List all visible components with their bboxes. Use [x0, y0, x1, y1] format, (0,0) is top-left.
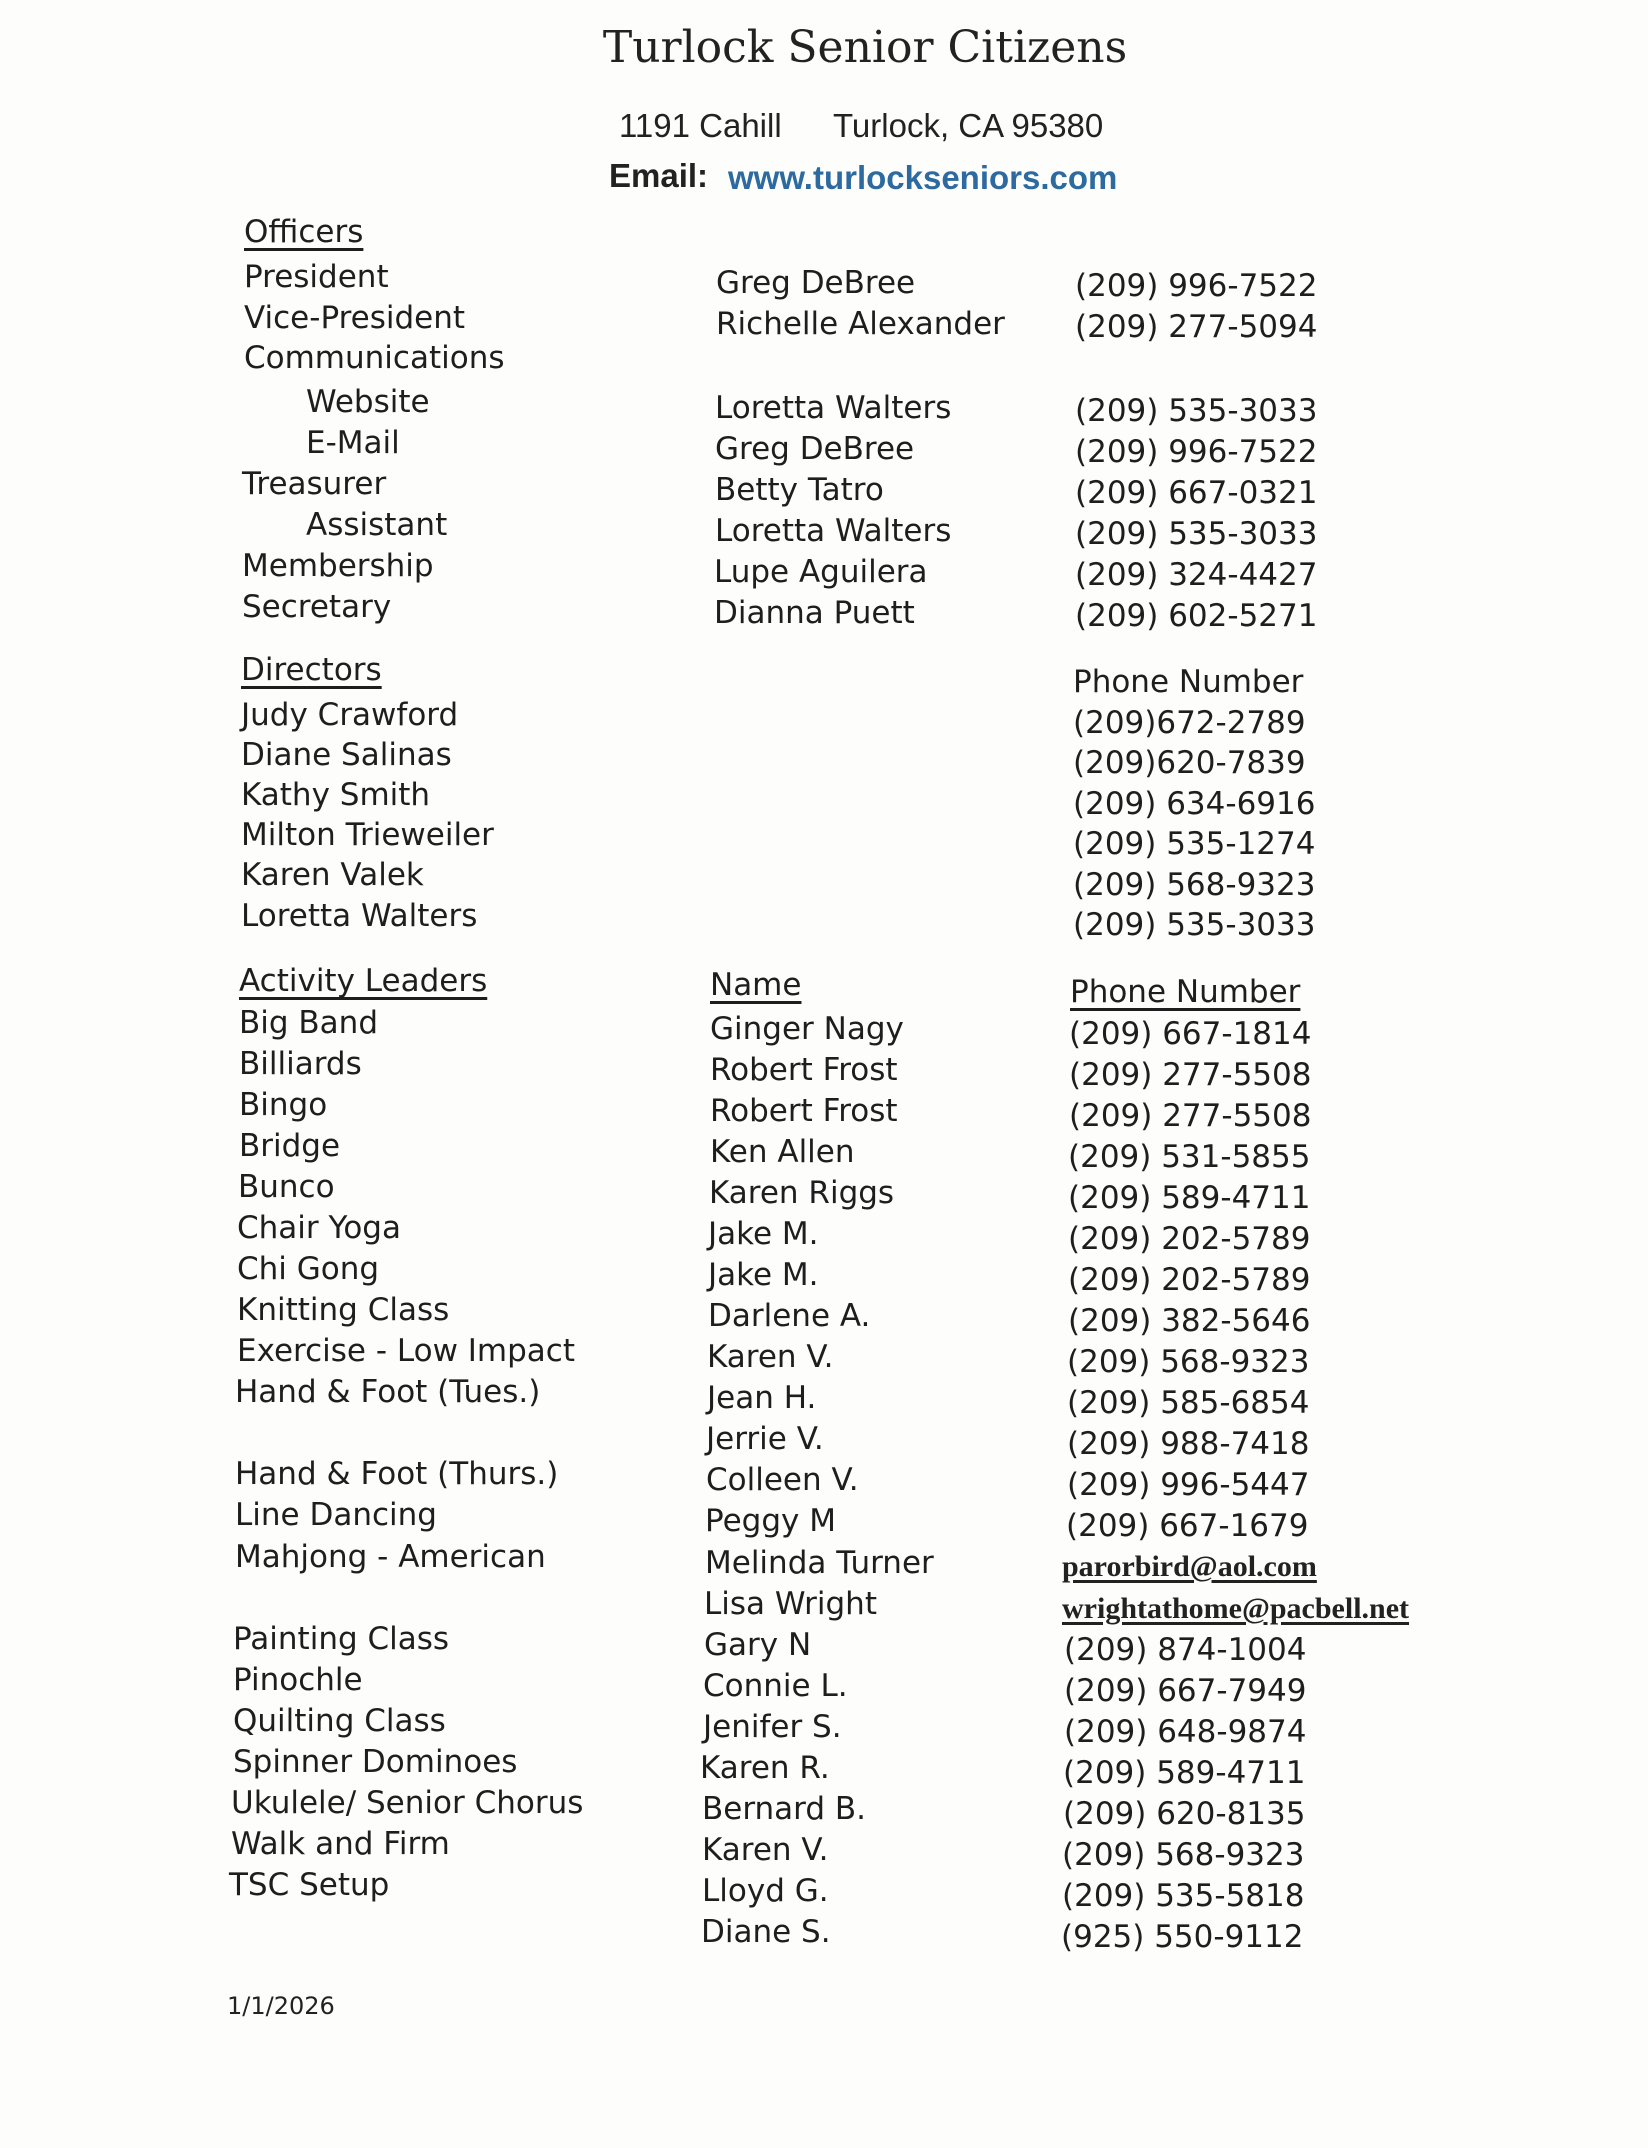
leader-name: Robert Frost	[710, 1093, 898, 1129]
leader-name: Karen R.	[700, 1750, 830, 1786]
director-name: Karen Valek	[241, 857, 424, 893]
activity-label: Spinner Dominoes	[233, 1744, 518, 1780]
leader-phone: (209) 382-5646	[1068, 1303, 1311, 1339]
directors-heading: Directors	[241, 652, 382, 688]
officer-role: Assistant	[306, 507, 448, 543]
leader-name: Robert Frost	[710, 1052, 898, 1088]
activity-label: Knitting Class	[237, 1292, 450, 1328]
leader-name: Connie L.	[703, 1668, 848, 1704]
leader-name: Karen V.	[702, 1832, 829, 1868]
activity-label: Ukulele/ Senior Chorus	[231, 1785, 584, 1821]
officer-phone: (209) 277-5094	[1075, 309, 1318, 345]
revision-date: 1/1/2026	[227, 1992, 335, 2020]
director-phone: (209) 535-1274	[1073, 826, 1316, 862]
leader-phone: (209) 648-9874	[1064, 1714, 1307, 1750]
leader-name: Jean H.	[707, 1380, 817, 1416]
director-phone: (209) 568-9323	[1073, 867, 1316, 903]
activity-label: Billiards	[239, 1046, 362, 1082]
officer-role: Membership	[242, 548, 434, 584]
leader-name: Bernard B.	[702, 1791, 867, 1827]
activity-label: Big Band	[239, 1005, 379, 1041]
officer-phone: (209) 996-7522	[1075, 268, 1318, 304]
officer-phone: (209) 535-3033	[1075, 393, 1318, 429]
leader-phone: (209) 568-9323	[1067, 1344, 1310, 1380]
leader-name: Colleen V.	[706, 1462, 859, 1498]
leader-name: Ginger Nagy	[710, 1011, 904, 1047]
officer-phone: (209) 996-7522	[1075, 434, 1318, 470]
activity-label: Hand & Foot (Thurs.)	[235, 1456, 559, 1492]
director-name: Judy Crawford	[241, 697, 459, 733]
leader-name: Peggy M	[705, 1503, 836, 1539]
director-phone: (209)620-7839	[1073, 745, 1306, 781]
officer-name: Lupe Aguilera	[714, 554, 928, 590]
leader-phone: (209) 202-5789	[1068, 1262, 1311, 1298]
leader-phone: (209) 535-5818	[1062, 1878, 1305, 1914]
officer-role: President	[244, 259, 389, 295]
officer-phone: (209) 667-0321	[1075, 475, 1318, 511]
officer-name: Greg DeBree	[716, 265, 916, 301]
officer-phone: (209) 602-5271	[1075, 598, 1318, 634]
website-link[interactable]: www.turlockseniors.com	[728, 159, 1118, 196]
officer-name: Betty Tatro	[715, 472, 884, 508]
officer-name: Loretta Walters	[715, 513, 952, 549]
leader-name: Diane S.	[701, 1914, 831, 1950]
officer-role: Secretary	[242, 589, 392, 625]
officer-name: Greg DeBree	[715, 431, 915, 467]
street-address: 1191 Cahill	[619, 107, 782, 144]
leader-name: Ken Allen	[710, 1134, 855, 1170]
leader-phone: (209) 667-1679	[1066, 1508, 1309, 1544]
leader-phone: (209) 277-5508	[1069, 1098, 1312, 1134]
leader-phone: (209) 589-4711	[1063, 1755, 1306, 1791]
leader-phone: (209) 620-8135	[1063, 1796, 1306, 1832]
activity-leaders-heading: Activity Leaders	[239, 963, 488, 999]
activity-label: Chi Gong	[237, 1251, 380, 1287]
officer-role: Communications	[244, 340, 505, 376]
director-phone: (209) 634-6916	[1073, 786, 1316, 822]
leader-name: Jake M.	[708, 1257, 819, 1293]
city-address: Turlock, CA 95380	[833, 107, 1104, 144]
leader-email[interactable]: wrightathome@pacbell.net	[1062, 1592, 1410, 1625]
activity-label: Quilting Class	[233, 1703, 446, 1739]
activity-label: Bridge	[239, 1128, 341, 1164]
leader-name: Jenifer S.	[703, 1709, 842, 1745]
director-phone: (209) 535-3033	[1073, 907, 1316, 943]
leader-name: Gary N	[704, 1627, 812, 1663]
leader-phone: (209) 568-9323	[1062, 1837, 1305, 1873]
activity-label: TSC Setup	[229, 1867, 390, 1903]
activity-label: Line Dancing	[235, 1497, 437, 1533]
leader-name: Jerrie V.	[706, 1421, 824, 1457]
officer-name: Loretta Walters	[715, 390, 952, 426]
leader-phone: (209) 589-4711	[1068, 1180, 1311, 1216]
director-name: Diane Salinas	[241, 737, 452, 773]
page-title: Turlock Senior Citizens	[602, 22, 1128, 73]
activity-label: Pinochle	[233, 1662, 363, 1698]
officer-phone: (209) 535-3033	[1075, 516, 1318, 552]
leader-name: Jake M.	[708, 1216, 819, 1252]
leader-phone: (209) 277-5508	[1069, 1057, 1312, 1093]
activity-label: Hand & Foot (Tues.)	[235, 1374, 541, 1410]
activity-label: Bingo	[239, 1087, 328, 1123]
email-label: Email:	[609, 157, 709, 194]
leader-phone: (209) 531-5855	[1068, 1139, 1311, 1175]
leader-phone: (209) 988-7418	[1067, 1426, 1310, 1462]
officer-name: Richelle Alexander	[716, 306, 1005, 342]
phone-column-heading: Phone Number	[1070, 974, 1301, 1010]
officer-name: Dianna Puett	[714, 595, 915, 631]
leader-name: Lisa Wright	[704, 1586, 877, 1622]
activity-label: Mahjong - American	[235, 1539, 546, 1575]
leader-name: Darlene A.	[708, 1298, 871, 1334]
officers-heading: Officers	[244, 214, 364, 250]
officer-role: Vice-President	[244, 300, 466, 336]
activity-label: Walk and Firm	[231, 1826, 450, 1862]
director-name: Kathy Smith	[241, 777, 431, 813]
leader-email[interactable]: parorbird@aol.com	[1062, 1550, 1317, 1583]
leader-phone: (209) 996-5447	[1067, 1467, 1310, 1503]
leader-phone: (209) 585-6854	[1067, 1385, 1310, 1421]
officer-role: Website	[306, 384, 430, 420]
leader-name: Karen Riggs	[709, 1175, 895, 1211]
leader-name: Karen V.	[707, 1339, 834, 1375]
leader-name: Melinda Turner	[705, 1545, 934, 1581]
leader-phone: (209) 667-7949	[1064, 1673, 1307, 1709]
activity-label: Chair Yoga	[237, 1210, 401, 1246]
officer-phone: (209) 324-4427	[1075, 557, 1318, 593]
activity-label: Exercise - Low Impact	[237, 1333, 576, 1369]
leader-phone: (209) 874-1004	[1064, 1632, 1307, 1668]
activity-label: Painting Class	[233, 1621, 450, 1657]
officer-role: Treasurer	[242, 466, 387, 502]
activity-label: Bunco	[238, 1169, 335, 1205]
directors-phone-heading: Phone Number	[1073, 664, 1304, 700]
director-phone: (209)672-2789	[1073, 705, 1306, 741]
leader-phone: (209) 202-5789	[1068, 1221, 1311, 1257]
officer-role: E-Mail	[306, 425, 400, 461]
director-name: Milton Trieweiler	[241, 817, 494, 853]
leader-phone: (925) 550-9112	[1061, 1919, 1304, 1955]
leader-phone: (209) 667-1814	[1069, 1016, 1312, 1052]
director-name: Loretta Walters	[241, 898, 478, 934]
name-column-heading: Name	[710, 967, 802, 1003]
leader-name: Lloyd G.	[702, 1873, 829, 1909]
